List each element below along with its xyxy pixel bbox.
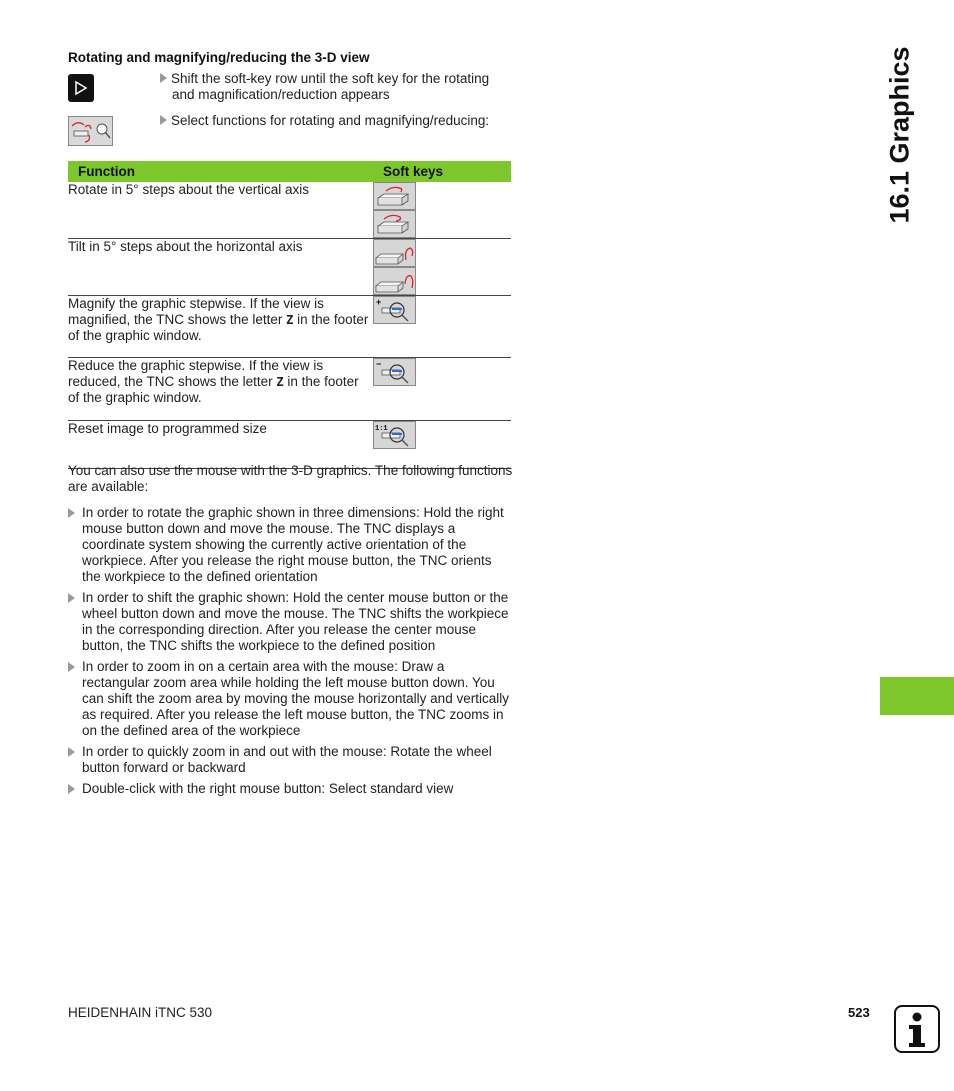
list-item	[68, 781, 513, 797]
row-text-part: in the footer of the graphic window.	[68, 374, 359, 405]
list-item-text: In order to shift the graphic shown: Hold the center mouse button or the wheel button down and move the mouse. The TNC shifts the workpiece in the corresponding direction. After you release the center mouse button, the TNC shifts the workpiece to the defined position	[82, 590, 509, 653]
table-row	[68, 421, 511, 469]
bullet-arrow-icon	[68, 593, 75, 603]
chapter-tab-marker	[880, 677, 954, 715]
tilt-down-icon	[373, 239, 416, 267]
list-item-text: In order to rotate the graphic shown in three dimensions: Hold the right mouse button down and move the mouse. The TNC displays a coordinate system showing the currently active orientation of the workpiece. After you release the right mouse button, the TNC orients the workpiece to the defined orientation	[82, 505, 504, 584]
reduce-minus-label: −	[376, 359, 382, 369]
list-item	[68, 659, 513, 739]
list-item	[68, 590, 513, 654]
row-softkeys	[373, 239, 511, 296]
row-text-part: Reduce the graphic stepwise. If the view is reduced, the TNC shows the letter	[68, 358, 324, 389]
tilt-up-icon	[373, 267, 416, 295]
table-header-row	[68, 161, 511, 182]
next-softkey-row-icon	[68, 74, 94, 102]
step-1-line-2: and magnification/reduction appears	[172, 87, 390, 102]
bullet-arrow-icon	[68, 784, 75, 794]
info-icon	[894, 1005, 940, 1053]
rotate-zoom-softkey-icon	[68, 116, 113, 146]
rotate-right-icon	[373, 210, 416, 238]
step-2-text: Select functions for rotating and magnifying/reducing:	[171, 113, 490, 128]
row-function-text: Rotate in 5° steps about the vertical axis	[68, 182, 373, 239]
list-item-text: Double-click with the right mouse button: Select standard view	[82, 781, 454, 796]
step-arrow-icon	[160, 73, 167, 83]
instruction-step-2	[160, 113, 520, 129]
bullet-arrow-icon	[68, 508, 75, 518]
header-softkeys: Soft keys	[373, 161, 511, 182]
instruction-step-1	[160, 71, 520, 103]
table-row	[68, 182, 511, 239]
magnify-icon	[373, 296, 416, 324]
function-table	[68, 161, 511, 469]
row-function-text	[68, 296, 373, 358]
mouse-function-list	[68, 505, 513, 802]
table-row	[68, 239, 511, 296]
section-heading: Rotating and magnifying/reducing the 3-D view	[68, 50, 370, 65]
step-arrow-icon	[160, 115, 167, 125]
chapter-title-text: 16.1 Graphics	[884, 46, 915, 224]
rotate-left-icon	[373, 182, 416, 210]
step-1-line-1: Shift the soft-key row until the soft key for the rotating	[171, 71, 490, 86]
bullet-arrow-icon	[68, 662, 75, 672]
row-text-part: in the footer of the graphic window.	[68, 312, 369, 343]
table-row	[68, 358, 511, 421]
page-number: 523	[848, 1005, 870, 1020]
row-softkeys	[373, 182, 511, 239]
zoom-letter: Z	[286, 313, 294, 327]
mouse-intro-paragraph: You can also use the mouse with the 3-D graphics. The following functions are available:	[68, 463, 513, 494]
row-text-part: Magnify the graphic stepwise. If the view is magnified, the TNC shows the letter	[68, 296, 324, 327]
row-softkeys	[373, 358, 511, 421]
list-item	[68, 744, 513, 776]
reduce-icon	[373, 358, 416, 386]
row-function-text: Tilt in 5° steps about the horizontal axis	[68, 239, 373, 296]
list-item-text: In order to quickly zoom in and out with the mouse: Rotate the wheel button forward or backward	[82, 744, 492, 775]
row-function-text: Reset image to programmed size	[68, 421, 373, 469]
row-softkeys	[373, 421, 511, 469]
magnify-plus-label: +	[376, 297, 382, 307]
row-softkeys	[373, 296, 511, 358]
zoom-letter: Z	[276, 375, 284, 389]
row-function-text	[68, 358, 373, 421]
list-item	[68, 505, 513, 585]
reset-ratio-label: 1:1	[375, 425, 388, 433]
list-item-text: In order to zoom in on a certain area with the mouse: Draw a rectangular zoom area while holding the left mouse button down. You can shift the zoom area by moving the mouse horizontally and vertically as required. After you release the left mouse button, the TNC zooms in on the defined area of the workpiece	[82, 659, 509, 738]
chapter-side-title	[855, 35, 945, 235]
header-function: Function	[68, 161, 373, 182]
bullet-arrow-icon	[68, 747, 75, 757]
table-row	[68, 296, 511, 358]
reset-zoom-icon	[373, 421, 416, 449]
footer-product: HEIDENHAIN iTNC 530	[68, 1005, 213, 1020]
